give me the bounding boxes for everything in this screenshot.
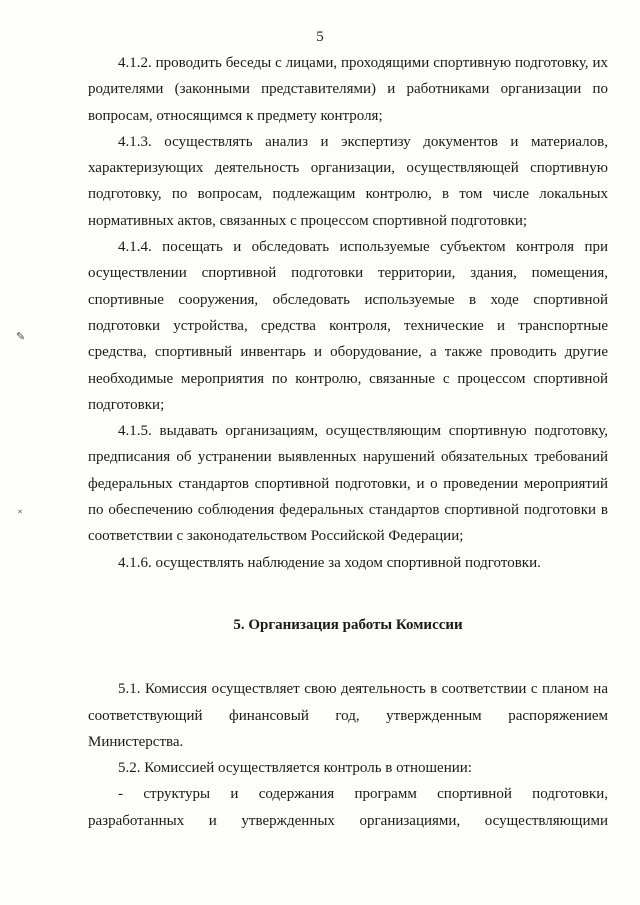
paragraph-5-1: 5.1. Комиссия осуществляет свою деятельность в соответствии с планом на соответствующий финансовый год, утвержденным распоряжением Министерства. <box>88 681 608 750</box>
paragraph-5-2-list-item: - структуры и содержания программ спортивной подготовки, <box>118 786 608 803</box>
document-body <box>88 50 608 834</box>
section-spacer <box>88 576 608 612</box>
paragraph-4-1-6: 4.1.6. осуществлять наблюдение за ходом спортивной подготовки. <box>118 554 541 571</box>
paragraph-4-1-5: 4.1.5. выдавать организациям, осуществляющим спортивную подготовку, предписания об устранении выявленных нарушений обязательных требований федеральных стандартов спортивной подготовки, и о проведении мероприятий по обеспечению соблюдения федеральных стандартов спортивной подготовки в соответствии с законодательством Российской Федерации; <box>88 423 608 545</box>
paragraph-5-2-list-item-continued: разработанных и утвержденных организациями, осуществляющими <box>88 812 608 829</box>
paragraph-4-1-2: 4.1.2. проводить беседы с лицами, проходящими спортивную подготовку, их родителями (законными представителями) и работниками организации по вопросам, относящимся к предмету контроля; <box>88 55 608 124</box>
paragraph-4-1-3: 4.1.3. осуществлять анализ и экспертизу документов и материалов, характеризующих деятельность организации, осуществляющей спортивную подготовку, по вопросам, подлежащим контролю, в том числе локальных нормативных актов, связанных с процессом спортивной подготовки; <box>88 133 608 229</box>
scan-artifact-dot: ˟ <box>18 508 23 520</box>
section-spacer <box>88 638 608 676</box>
page-number: 5 <box>316 29 324 45</box>
section-5-heading: 5. Организация работы Комиссии <box>233 616 463 633</box>
paragraph-4-1-4: 4.1.4. посещать и обследовать используемые субъектом контроля при осуществлении спортивной подготовки территории, здания, помещения, спортивные сооружения, обследовать используемые в ходе спортивной подготовки устройства, средства контроля, технические и транспортные средства, спортивный инвентарь и оборудование, а также проводить другие необходимые мероприятия по контролю, связанные с процессом спортивной подготовки; <box>88 239 608 413</box>
scan-artifact-mark: ✎ <box>16 331 26 343</box>
paragraph-5-2: 5.2. Комиссией осуществляется контроль в отношении: <box>118 760 472 777</box>
